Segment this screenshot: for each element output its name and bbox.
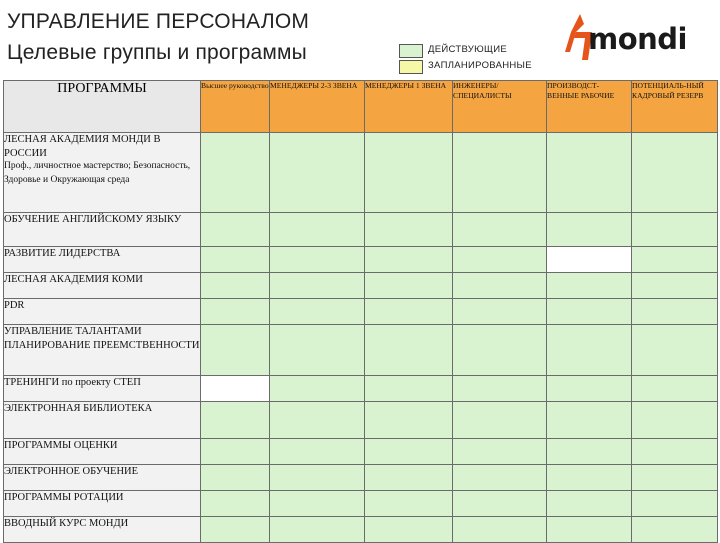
table-row [4,402,718,439]
table-cell [201,273,270,299]
table-cell [270,133,365,213]
table-cell [201,213,270,247]
table-cell [201,299,270,325]
row-label: ЭЛЕКТРОННАЯ БИБЛИОТЕКА [4,402,201,439]
table-cell [547,325,632,376]
table-cell [201,402,270,439]
row-label: PDR [4,299,201,325]
table-cell [365,299,453,325]
table-cell [632,517,718,543]
table-cell [201,325,270,376]
table-row [4,439,718,465]
table-row [4,273,718,299]
table-cell [547,273,632,299]
table-cell [547,213,632,247]
table-row [4,247,718,273]
table-cell [632,299,718,325]
table-cell [201,491,270,517]
table-cell [201,133,270,213]
table-cell [547,517,632,543]
table-cell [201,439,270,465]
column-header: ПОТЕНЦИАЛЬ-НЫЙ КАДРОВЫЙ РЕЗЕРВ [632,81,718,133]
table-cell [201,465,270,491]
table-cell [365,439,453,465]
table-cell [453,299,547,325]
table-cell [365,465,453,491]
row-label: ПРОГРАММЫ РОТАЦИИ [4,491,201,517]
table-cell [270,213,365,247]
legend-label-planned: ЗАПЛАНИРОВАННЫЕ [428,60,532,71]
table-cell [453,491,547,517]
table-cell [365,133,453,213]
table-cell [270,273,365,299]
table-cell [632,376,718,402]
row-label: ЛЕСНАЯ АКАДЕМИЯ КОМИ [4,273,201,299]
row-label-text: ЛЕСНАЯ АКАДЕМИЯ МОНДИ В РОССИИ [4,134,161,159]
table-cell [547,439,632,465]
table-cell [632,213,718,247]
table-cell [453,402,547,439]
table-cell [453,465,547,491]
programs-table [3,80,718,543]
table-cell [547,247,632,273]
legend-label-active: ДЕЙСТВУЮЩИЕ [428,44,507,55]
row-label: УПРАВЛЕНИЕ ТАЛАНТАМИ ПЛАНИРОВАНИЕ ПРЕЕМСТВЕННОСТИ [4,325,201,376]
table-row [4,133,718,213]
row-label: РАЗВИТИЕ ЛИДЕРСТВА [4,247,201,273]
table-cell [453,273,547,299]
table-cell [365,213,453,247]
column-header: Высшее руководство [201,81,270,133]
table-cell [270,439,365,465]
table-cell [547,133,632,213]
table-row [4,376,718,402]
table-cell [365,402,453,439]
table-row [4,325,718,376]
table-cell [632,247,718,273]
table-cell [632,133,718,213]
table-cell [365,247,453,273]
table-cell [365,325,453,376]
page-title: УПРАВЛЕНИЕ ПЕРСОНАЛОМ [7,10,310,33]
table-cell [632,402,718,439]
table-cell [632,491,718,517]
table-cell [453,325,547,376]
column-header: ПРОИЗВОДСТ-ВЕННЫЕ РАБОЧИЕ [547,81,632,133]
table-cell [453,133,547,213]
table-row [4,213,718,247]
row-sublabel-text: Проф., личностное мастерство; Безопасность, Здоровье и Окружающая среда [4,161,191,185]
table-cell [547,402,632,439]
table-row [4,465,718,491]
table-row [4,517,718,543]
table-cell [270,376,365,402]
table-cell [453,517,547,543]
table-cell [201,376,270,402]
table-cell [365,491,453,517]
table-cell [270,402,365,439]
page-subtitle: Целевые группы и программы [7,41,307,64]
mondi-logo-text: mondi [588,22,687,56]
table-cell [453,247,547,273]
table-row [4,491,718,517]
column-header: МЕНЕДЖЕРЫ 1 ЗВЕНА [365,81,453,133]
row-label: ЭЛЕКТРОННОЕ ОБУЧЕНИЕ [4,465,201,491]
table-cell [547,465,632,491]
table-cell [632,273,718,299]
table-cell [365,517,453,543]
table-cell [632,465,718,491]
table-cell [270,299,365,325]
table-cell [270,491,365,517]
row-label: ТРЕНИНГИ по проекту СТЕП [4,376,201,402]
table-cell [453,376,547,402]
table-cell [270,247,365,273]
row-label: ОБУЧЕНИЕ АНГЛИЙСКОМУ ЯЗЫКУ [4,213,201,247]
legend-swatch-active [399,44,423,58]
legend-swatch-planned [399,60,423,74]
table-cell [632,439,718,465]
table-cell [365,273,453,299]
row-label [4,133,201,213]
table-cell [453,439,547,465]
column-header: ИНЖЕНЕРЫ/ СПЕЦИАЛИСТЫ [453,81,547,133]
row-label: ПРОГРАММЫ ОЦЕНКИ [4,439,201,465]
row-label: ВВОДНЫЙ КУРС МОНДИ [4,517,201,543]
table-cell [632,325,718,376]
table-cell [547,376,632,402]
table-cell [547,491,632,517]
table-cell [270,325,365,376]
table-cell [201,517,270,543]
table-cell [453,213,547,247]
table-cell [365,376,453,402]
table-header-row [4,81,718,133]
table-cell [270,465,365,491]
table-row [4,299,718,325]
table-cell [201,247,270,273]
corner-label: ПРОГРАММЫ [4,81,201,133]
table-cell [270,517,365,543]
column-header: МЕНЕДЖЕРЫ 2-3 ЗВЕНА [270,81,365,133]
table-cell [547,299,632,325]
